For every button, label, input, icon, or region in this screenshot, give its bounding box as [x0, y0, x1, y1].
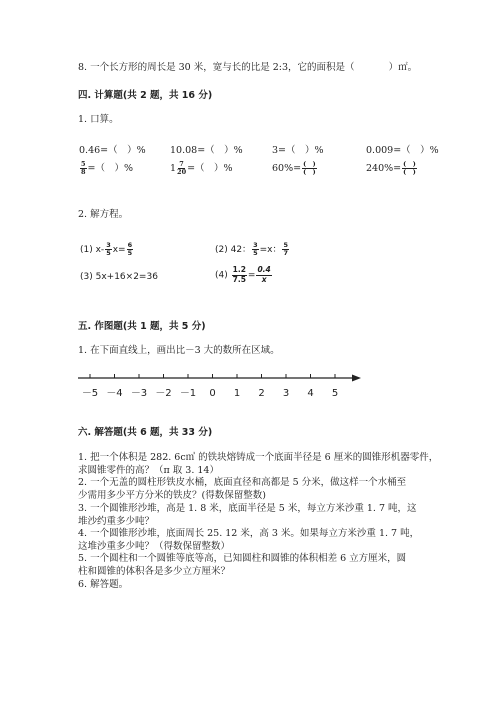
word-problem-line: 2. 一个无盖的圆柱形铁皮水桶，底面直径和高都是 5 分米，做这样一个水桶至: [78, 477, 407, 488]
word-problem-line: 3. 一个圆锥形沙堆，高是 1. 8 米，底面半径是 5 米，每立方米沙重 1. 7 吨，这: [78, 503, 417, 514]
number-line-label: 1: [233, 388, 241, 399]
fraction: $\frac{3}{5}$: [253, 241, 258, 257]
word-problem-line: 少需用多少平方分米的铁皮？(得数保留整数): [78, 489, 266, 501]
fraction: $\frac{0.4}{x}$: [257, 265, 271, 284]
fraction: $\frac{1.2}{7.5}$: [232, 265, 246, 284]
number-line-label: 0: [209, 388, 216, 399]
equation-2: (2) 42： $\frac{3}{5}$ =x： $\frac{5}{7}$: [215, 241, 288, 257]
fraction: $\frac{5}{8}$: [81, 160, 86, 176]
oral-item-3: 3=（ ）%: [272, 145, 324, 156]
oral-item-5: $\frac{5}{8}$ =（ ）%: [81, 160, 134, 176]
number-line-label: －1: [179, 388, 197, 399]
equation-label: 2. 解方程。: [78, 209, 129, 220]
oral-calc-label: 1. 口算。: [78, 114, 119, 125]
question-8: [78, 61, 417, 74]
question-8-suffix: ）㎡。: [388, 62, 418, 73]
oral-item-4: 0.009=（ ）%: [366, 145, 439, 156]
fraction: $\frac{3}{5}$: [106, 241, 111, 257]
oral-item-6: 1 $\frac{7}{20}$ =（ ）%: [170, 160, 233, 176]
oral-item-7: 60%= $\frac{( )}{( )}$: [272, 160, 316, 176]
drawing-question: 1. 在下面直线上，画出比－3 大的数所在区域。: [78, 345, 280, 356]
equation-4: (4) $\frac{1.2}{7.5}$ = $\frac{0.4}{x}$: [215, 265, 271, 284]
equation-1: (1) x- $\frac{3}{5}$ x= $\frac{6}{5}$: [80, 241, 133, 257]
number-line-arrow: [352, 375, 361, 382]
word-problem-line: 堆沙约重多少吨？: [78, 515, 155, 527]
number-line-label: 4: [307, 388, 314, 399]
fraction: $\frac{( )}{( )}$: [403, 160, 416, 176]
word-problem-line: 5. 一个圆柱和一个圆锥等底等高，已知圆柱和圆锥的体积相差 6 立方厘米，圆: [78, 553, 407, 564]
number-line: [70, 368, 370, 404]
oral-item-8: 240%= $\frac{( )}{( )}$: [366, 160, 416, 176]
number-line-label: －5: [81, 388, 99, 399]
word-problem-line: 4. 一个圆锥形沙堆，底面周长 25. 12 米，高 3 米。如果每立方米沙重 1. 7 吨，: [78, 528, 420, 539]
number-line-label: －2: [155, 388, 172, 399]
number-line-label: －3: [130, 388, 148, 399]
number-line-label: －4: [106, 388, 123, 399]
oral-item-2: 10.08=（ ）%: [170, 145, 243, 156]
number-line-label: 3: [282, 388, 290, 399]
fraction: $\frac{5}{7}$: [283, 241, 288, 257]
section-4-title: 四. 计算题(共 2 题，共 16 分): [78, 90, 213, 101]
word-problem-line: 柱和圆锥的体积各是多少立方厘米？: [78, 565, 231, 577]
fraction: $\frac{6}{5}$: [127, 241, 133, 257]
number-line-label: 5: [331, 388, 339, 399]
fraction: $\frac{( )}{( )}$: [303, 160, 316, 176]
equation-3: (3) 5x+16×2=36: [80, 272, 158, 282]
fraction: $\frac{7}{20}$: [177, 160, 187, 176]
word-problem-line: 1. 把一个体积是 282. 6c㎥ 的铁块熔铸成一个底面半径是 6 厘米的圆锥形机器零件，: [78, 452, 439, 463]
oral-item-1: 0.46=（ ）%: [79, 145, 146, 156]
section-6-title: 六. 解答题(共 6 题，共 33 分): [78, 427, 213, 438]
word-problem-line: 求圆锥零件的高？（π 取 3. 14）: [78, 464, 219, 476]
section-5-title: 五. 作图题(共 1 题，共 5 分): [78, 321, 206, 332]
word-problem-line: 6. 解答题。: [78, 579, 129, 590]
number-line-label: 2: [258, 388, 265, 399]
question-8-text: 8. 一个长方形的周长是 30 米，宽与长的比是 2:3，它的面积是（: [78, 62, 355, 73]
word-problem-line: 这堆沙重多少吨？（得数保留整数）: [78, 540, 231, 552]
